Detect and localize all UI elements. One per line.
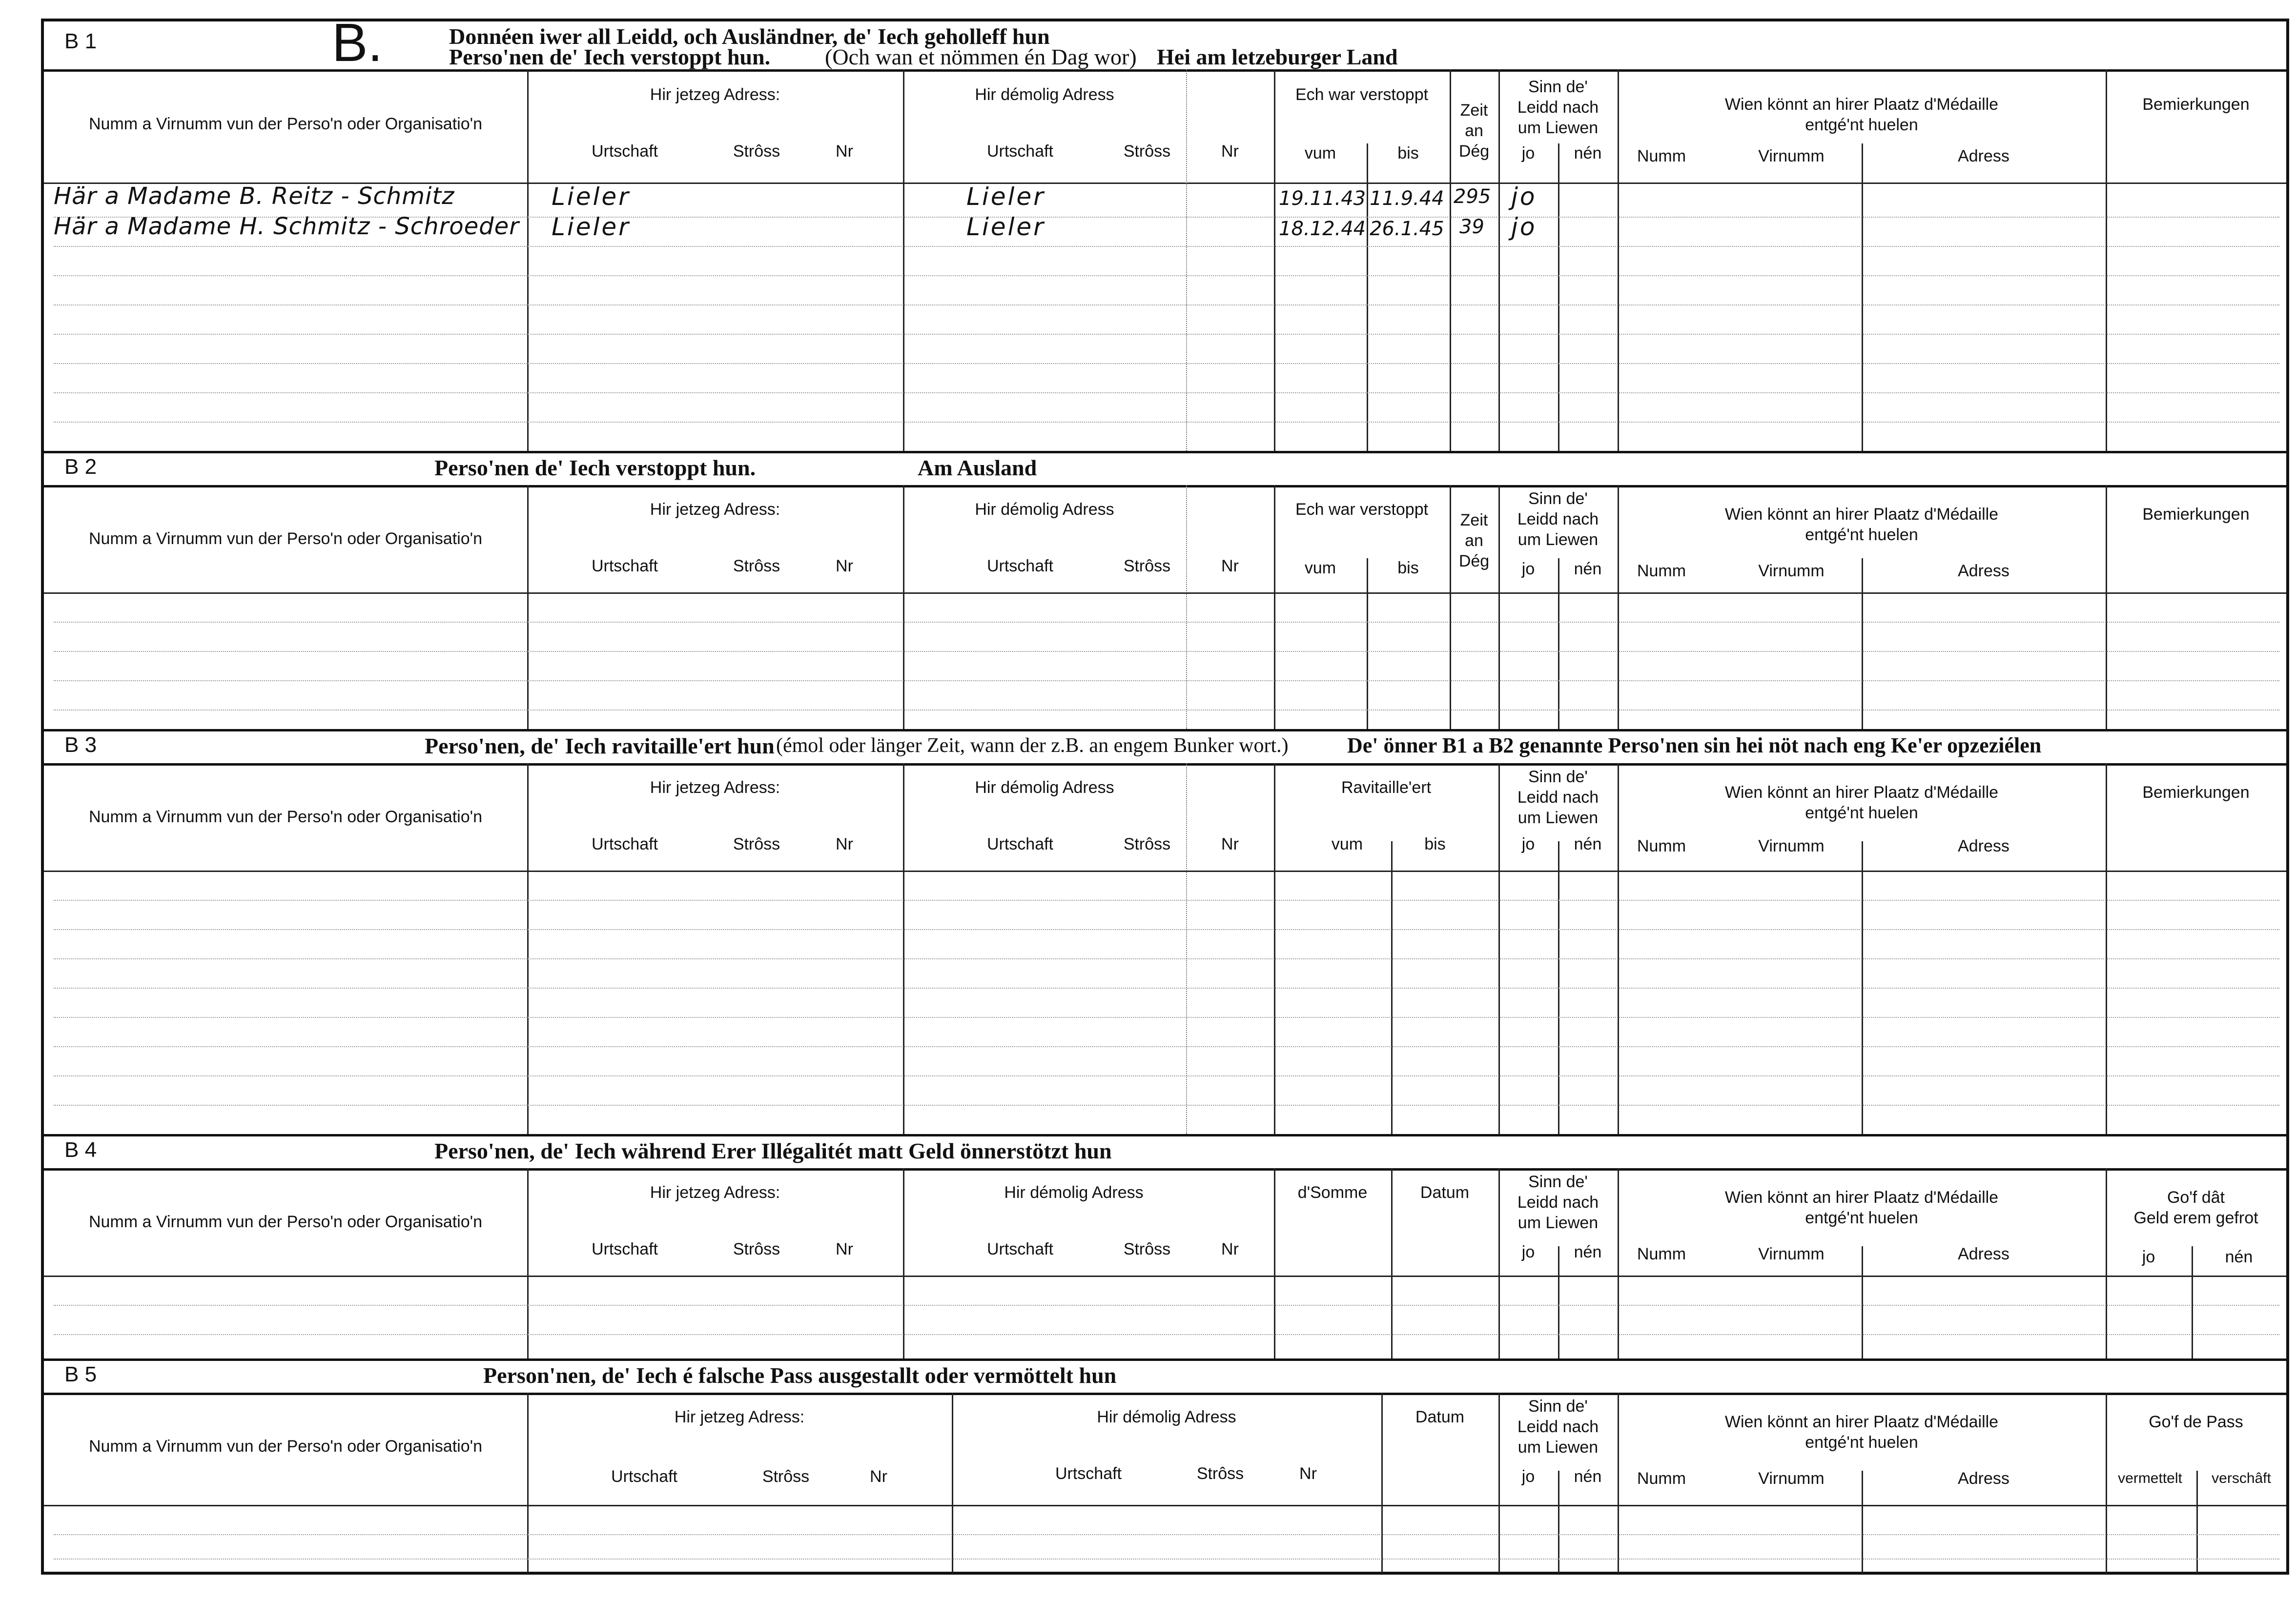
entry-days: 39 <box>1459 216 1484 238</box>
section-b2 <box>44 451 2286 729</box>
hidden-header: Ech war verstoppt <box>1295 85 1429 104</box>
from-header: vum <box>1304 559 1336 577</box>
nr-header: Nr <box>836 1240 853 1258</box>
former-address-header: Hir démolig Adress <box>975 500 1114 519</box>
supplied-header: Ravitaille'ert <box>1341 778 1432 797</box>
name-column-header: Numm a Virnumm vun der Perso'n oder Organisatio'n <box>88 808 483 826</box>
medal-name-header: Numm <box>1637 147 1686 165</box>
street-header: Strôss <box>733 557 780 575</box>
name-column-header: Numm a Virnumm vun der Perso'n oder Organisatio'n <box>88 115 483 133</box>
entry-to-date: 26.1.45 <box>1370 218 1444 240</box>
no-header: nén <box>1574 144 1602 162</box>
street-header: Strôss <box>762 1467 810 1486</box>
nr-header: Nr <box>870 1467 887 1486</box>
days-header-l1: Zeit <box>1460 511 1488 529</box>
yes-header: jo <box>1521 560 1535 578</box>
section-title: Perso'nen, de' Iech ravitaille'ert hun <box>425 733 775 758</box>
place-header: Urtschaft <box>986 142 1054 161</box>
section-title: Perso'nen, de' Iech während Erer Illégalitét matt Geld önnerstötzt hun <box>434 1138 1112 1163</box>
name-column-header: Numm a Virnumm vun der Perso'n oder Organisatio'n <box>88 1213 483 1231</box>
former-address-header: Hir démolig Adress <box>975 778 1114 797</box>
entry-former-place: Lieler <box>966 213 1046 241</box>
place-header: Urtschaft <box>611 1467 678 1486</box>
medal-address-header: Adress <box>1958 147 2009 165</box>
yes-header: jo <box>1521 144 1535 162</box>
medal-header-l2: entgé'nt huelen <box>1805 804 1918 822</box>
nr-header: Nr <box>836 835 853 853</box>
days-header-l3: Dég <box>1458 552 1490 570</box>
medal-header-l2: entgé'nt huelen <box>1805 1209 1918 1227</box>
entry-former-place: Lieler <box>966 182 1046 211</box>
entry-name: Här a Madame H. Schmitz - Schroeder <box>54 213 519 240</box>
place-header: Urtschaft <box>986 835 1054 853</box>
entry-days: 295 <box>1454 185 1491 208</box>
entry-to-date: 11.9.44 <box>1370 187 1444 210</box>
danger-header-l1: Sinn de' <box>1528 1397 1588 1416</box>
section-place: Am Ausland <box>918 455 1037 480</box>
entry-current-place: Lieler <box>552 182 631 211</box>
entry-from-date: 18.12.44 <box>1279 218 1366 240</box>
from-header: vum <box>1304 144 1336 162</box>
name-column-header: Numm a Virnumm vun der Perso'n oder Organisatio'n <box>88 1437 483 1456</box>
nr-header: Nr <box>1221 835 1239 853</box>
street-header: Strôss <box>1123 557 1171 575</box>
nr-header: Nr <box>1221 1240 1239 1258</box>
yes-header: jo <box>1521 835 1535 853</box>
street-header: Strôss <box>1123 835 1171 853</box>
remarks-header: Bemierkungen <box>2142 505 2250 524</box>
medal-header-l2: entgé'nt huelen <box>1805 1433 1918 1452</box>
section-subtitle: Perso'nen de' Iech verstoppt hun. <box>449 44 771 69</box>
danger-header-l3: um Liewen <box>1517 809 1599 827</box>
place-header: Urtschaft <box>591 1240 658 1258</box>
former-address-header: Hir démolig Adress <box>1097 1408 1236 1426</box>
to-header: bis <box>1397 144 1419 162</box>
date-header: Datum <box>1420 1183 1470 1202</box>
section-b5 <box>44 1358 2286 1573</box>
pass-question: Go'f de Pass <box>2149 1413 2243 1431</box>
street-header: Strôss <box>1123 142 1171 161</box>
section-label: B 2 <box>64 455 97 479</box>
pass-obtained-header: verschâft <box>2212 1470 2271 1486</box>
entry-from-date: 19.11.43 <box>1279 187 1366 210</box>
to-header: bis <box>1424 835 1446 853</box>
medal-name-header: Numm <box>1637 1245 1686 1263</box>
medal-header-l2: entgé'nt huelen <box>1805 526 1918 544</box>
section-b4 <box>44 1134 2286 1358</box>
nr-header: Nr <box>836 142 853 161</box>
place-header: Urtschaft <box>591 142 658 161</box>
nr-header: Nr <box>1221 557 1239 575</box>
nr-header: Nr <box>836 557 853 575</box>
danger-header-l2: Leidd nach <box>1517 788 1599 807</box>
danger-header-l3: um Liewen <box>1517 1438 1599 1457</box>
days-header-l1: Zeit <box>1460 101 1488 120</box>
medal-first-header: Virnumm <box>1758 562 1824 580</box>
street-header: Strôss <box>1196 1464 1244 1483</box>
current-address-header: Hir jetzeg Adress: <box>650 85 780 104</box>
danger-header-l2: Leidd nach <box>1517 510 1599 528</box>
section-title: Donnéen iwer all Leidd, och Ausländner, de' Iech geholleff hun <box>449 24 1050 49</box>
place-header: Urtschaft <box>1055 1464 1122 1483</box>
days-header-l2: an <box>1465 122 1483 140</box>
no-header: nén <box>1574 1243 1602 1261</box>
current-address-header: Hir jetzeg Adress: <box>650 778 780 797</box>
medal-first-header: Virnumm <box>1758 147 1824 165</box>
section-note: (émol oder länger Zeit, wann der z.B. an engem Bunker wort.) <box>776 734 1289 757</box>
section-b1 <box>44 13 2286 451</box>
former-address-header: Hir démolig Adress <box>975 85 1114 104</box>
place-header: Urtschaft <box>986 557 1054 575</box>
name-column-header: Numm a Virnumm vun der Perso'n oder Organisatio'n <box>88 529 483 548</box>
section-b3 <box>44 729 2286 1134</box>
entry-name: Här a Madame B. Reitz - Schmitz <box>54 182 455 210</box>
section-place: Hei am letzeburger Land <box>1157 44 1398 69</box>
medal-name-header: Numm <box>1637 837 1686 855</box>
yes-header: jo <box>1521 1243 1535 1261</box>
days-header-l2: an <box>1465 531 1483 550</box>
danger-header-l3: um Liewen <box>1517 1214 1599 1232</box>
nr-header: Nr <box>1221 142 1239 161</box>
yes-header: jo <box>1521 1467 1535 1486</box>
section-letter: B. <box>332 13 383 73</box>
medal-header-l1: Wien könnt an hirer Plaatz d'Médaille <box>1724 95 1999 114</box>
money-question-l2: Geld erem gefrot <box>2133 1209 2258 1227</box>
medal-first-header: Virnumm <box>1758 837 1824 855</box>
medal-header-l1: Wien könnt an hirer Plaatz d'Médaille <box>1724 1188 1999 1207</box>
danger-header-l1: Sinn de' <box>1528 1173 1588 1191</box>
place-header: Urtschaft <box>986 1240 1054 1258</box>
to-header: bis <box>1397 559 1419 577</box>
no-header: nén <box>1574 835 1602 853</box>
section-label: B 4 <box>64 1138 97 1162</box>
from-header: vum <box>1331 835 1363 853</box>
former-address-header: Hir démolig Adress <box>1004 1183 1144 1202</box>
yes-header: jo <box>2142 1248 2155 1266</box>
danger-header-l1: Sinn de' <box>1528 489 1588 508</box>
medal-header-l1: Wien könnt an hirer Plaatz d'Médaille <box>1724 505 1999 524</box>
danger-header-l2: Leidd nach <box>1517 1418 1599 1436</box>
medal-address-header: Adress <box>1958 1469 2009 1488</box>
entry-danger-yes: jo <box>1511 182 1537 211</box>
section-extra-title: De' önner B1 a B2 genannte Perso'nen sin hei nöt nach eng Ke'er opzeziélen <box>1347 733 2042 757</box>
place-header: Urtschaft <box>591 835 658 853</box>
hidden-header: Ech war verstoppt <box>1295 500 1429 519</box>
current-address-header: Hir jetzeg Adress: <box>650 500 780 519</box>
entry-current-place: Lieler <box>552 213 631 241</box>
remarks-header: Bemierkungen <box>2142 783 2250 802</box>
medal-header-l2: entgé'nt huelen <box>1805 116 1918 134</box>
medal-first-header: Virnumm <box>1758 1469 1824 1488</box>
danger-header-l2: Leidd nach <box>1517 98 1599 117</box>
pass-mediated-header: vermettelt <box>2118 1470 2182 1486</box>
section-label: B 5 <box>64 1362 97 1386</box>
medal-name-header: Numm <box>1637 1469 1686 1488</box>
danger-header-l1: Sinn de' <box>1528 768 1588 786</box>
medal-header-l1: Wien könnt an hirer Plaatz d'Médaille <box>1724 783 1999 802</box>
money-question-l1: Go'f dât <box>2167 1188 2225 1207</box>
remarks-header: Bemierkungen <box>2142 95 2250 114</box>
section-label: B 3 <box>64 733 97 757</box>
nr-header: Nr <box>1299 1464 1317 1483</box>
days-header-l3: Dég <box>1458 142 1490 161</box>
place-header: Urtschaft <box>591 557 658 575</box>
medal-name-header: Numm <box>1637 562 1686 580</box>
date-header: Datum <box>1415 1408 1465 1426</box>
section-title: Perso'nen de' Iech verstoppt hun. <box>434 455 756 480</box>
street-header: Strôss <box>1123 1240 1171 1258</box>
no-header: nén <box>1574 560 1602 578</box>
entry-danger-yes: jo <box>1511 213 1537 241</box>
danger-header-l2: Leidd nach <box>1517 1193 1599 1212</box>
section-title: Person'nen, de' Iech é falsche Pass ausgestallt oder vermöttelt hun <box>483 1363 1117 1388</box>
danger-header-l3: um Liewen <box>1517 119 1599 137</box>
medal-first-header: Virnumm <box>1758 1245 1824 1263</box>
sum-header: d'Somme <box>1297 1183 1368 1202</box>
danger-header-l3: um Liewen <box>1517 530 1599 549</box>
medal-header-l1: Wien könnt an hirer Plaatz d'Médaille <box>1724 1413 1999 1431</box>
medal-address-header: Adress <box>1958 837 2009 855</box>
street-header: Strôss <box>733 1240 780 1258</box>
danger-header-l1: Sinn de' <box>1528 78 1588 96</box>
current-address-header: Hir jetzeg Adress: <box>674 1408 805 1426</box>
current-address-header: Hir jetzeg Adress: <box>650 1183 780 1202</box>
section-note: (Och wan et nömmen én Dag wor) <box>825 44 1137 69</box>
street-header: Strôss <box>733 835 780 853</box>
section-label: B 1 <box>64 29 97 53</box>
medal-address-header: Adress <box>1958 1245 2009 1263</box>
medal-address-header: Adress <box>1958 562 2009 580</box>
no-header: nén <box>1574 1467 1602 1486</box>
no-header: nén <box>2225 1248 2253 1266</box>
street-header: Strôss <box>733 142 780 161</box>
